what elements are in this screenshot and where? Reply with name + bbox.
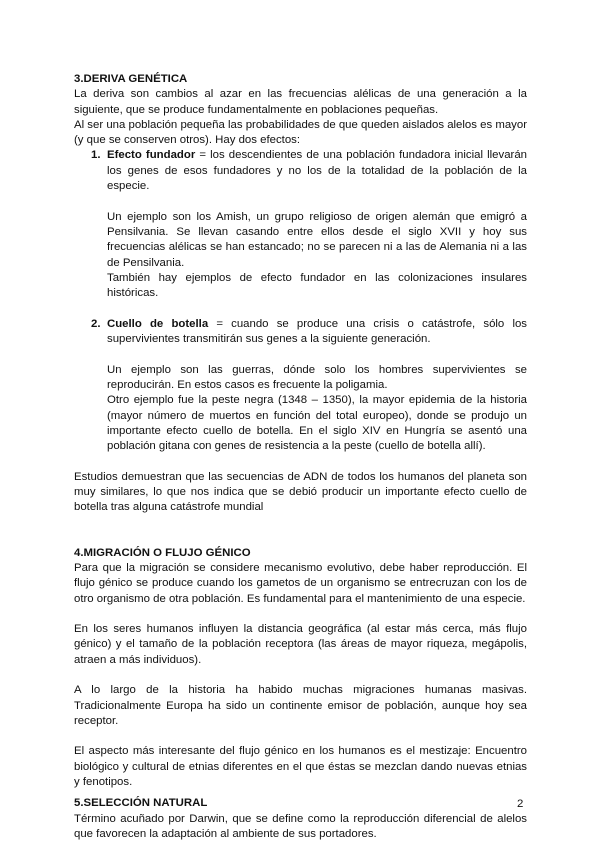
section-3-paragraph-3: Estudios demuestran que las secuencias de ADN de todos los humanos del planeta son muy similares, lo que nos indica que se debió producir un importante efecto cuello de botella tras alguna catástrofe mundial bbox=[74, 470, 527, 514]
page-number: 2 bbox=[517, 798, 524, 810]
term-founder-effect: Efecto fundador bbox=[107, 149, 196, 162]
section-3-paragraph-1: La deriva son cambios al azar en las frecuencias alélicas de una generación a la siguiente, que se produce fundamentalmente en poblaciones pequeñas. bbox=[74, 88, 527, 116]
section-5-title: 5.SELECCIÓN NATURAL bbox=[74, 797, 208, 810]
list-number: 1. bbox=[91, 149, 101, 162]
bottleneck-example-1: Un ejemplo son las guerras, dónde solo los hombres supervivientes se reproducirán. En estos casos es frecuente la poligamia. bbox=[107, 363, 527, 391]
section-5-paragraph-1: Término acuñado por Darwin, que se define como la reproducción diferencial de alelos que favorecen la adaptación al ambiente de sus portadores. bbox=[74, 812, 527, 840]
section-4-paragraph-3: A lo largo de la historia ha habido muchas migraciones humanas masivas. Tradicionalmente Europa ha sido un continente emisor de población, aunque hoy sea receptor. bbox=[74, 684, 527, 727]
section-4-paragraph-4: El aspecto más interesante del flujo génico en los humanos es el mestizaje: Encuentro biológico y cultural de etnias diferentes en el que éstas se mezclan dando nuevas etnias y fenotipos. bbox=[74, 745, 527, 789]
section-4-paragraph-1: Para que la migración se considere mecanismo evolutivo, debe haber reproducción. El flujo génico se produce cuando los gametos de un organismo se entrecruzan con los de otro organismo de otra población. Es fundamental para el mantenimiento de una especie. bbox=[74, 561, 527, 605]
term-bottleneck: Cuello de botella bbox=[107, 317, 209, 330]
founder-effect-example-2: También hay ejemplos de efecto fundador en las colonizaciones insulares históricas. bbox=[107, 271, 527, 300]
list-item-bottleneck bbox=[74, 317, 527, 455]
section-3-title: 3.DERIVA GENÉTICA bbox=[74, 73, 188, 85]
list-item-founder-effect bbox=[74, 148, 527, 301]
founder-effect-example-1: Un ejemplo son los Amish, un grupo religioso de origen alemán que emigró a Pensilvania. Se llevan casando entre ellos desde el siglo XVII y hoy sus frecuencias alélicas se han estancado; no se parecen ni a las de Alemania ni a las de Pensilvania. bbox=[107, 210, 527, 269]
section-3-paragraph-2: Al ser una población pequeña las probabilidades de que queden aislados alelos es mayor (y que se conserven otros). Hay dos efectos: bbox=[74, 118, 527, 147]
section-4-title: 4.MIGRACIÓN O FLUJO GÉNICO bbox=[74, 546, 251, 559]
definition-bottleneck: = cuando se produce una crisis o catástrofe, sólo los supervivientes transmitirán sus genes a la siguiente generación. bbox=[107, 317, 528, 346]
definition-founder-effect: = los descendientes de una población fundadora inicial llevarán los genes de esos fundadores y no los de la totalidad de la población de la especie. bbox=[107, 149, 527, 193]
effects-list bbox=[74, 148, 527, 454]
bottleneck-example-2: Otro ejemplo fue la peste negra (1348 – 1350), la mayor epidemia de la historia (mayor número de muertos en función del total europeo), donde se produjo un importante efecto cuello de botella. En el siglo XIV en Hungría se asentó una población gitana con genes de resistencia a la peste (cuello de botella allí). bbox=[107, 394, 527, 453]
list-number: 2. bbox=[91, 317, 101, 330]
page-content bbox=[74, 72, 527, 842]
section-4-paragraph-2: En los seres humanos influyen la distancia geográfica (al estar más cerca, más flujo génico) y el tamaño de la población receptora (las áreas de mayor riqueza, megápolis, atraen a más individuos). bbox=[74, 623, 527, 666]
